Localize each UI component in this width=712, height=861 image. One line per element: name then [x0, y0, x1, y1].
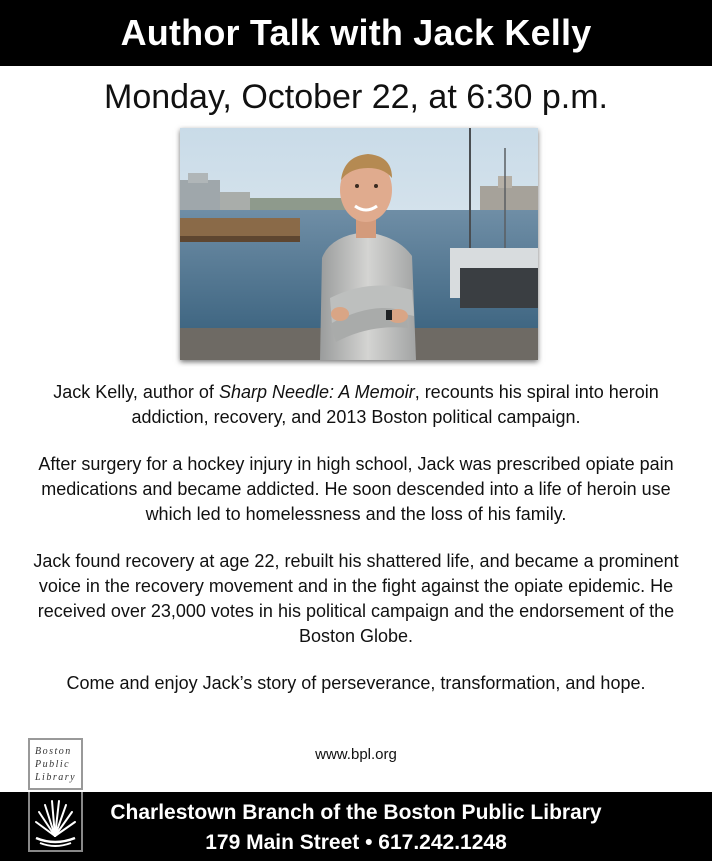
address-phone: 179 Main Street • 617.242.1248 [205, 831, 507, 854]
description-paragraph-1 [20, 380, 692, 430]
bpl-logo-wordmark [28, 738, 83, 790]
bpl-logo-emblem [28, 792, 83, 852]
description-p1-rest: , recounts his spiral into heroin addiction, recovery, and 2013 Boston political campaign. [131, 382, 659, 427]
title-banner [0, 0, 712, 66]
logo-line-3: Library [35, 771, 77, 783]
footer-banner [0, 792, 712, 861]
description-paragraph-2: After surgery for a hockey injury in high school, Jack was prescribed opiate pain medications and became addicted. He soon descended into a life of heroin use which led to homelessness and the loss of his family. [38, 454, 674, 524]
author-photo-illustration [180, 128, 538, 360]
description-paragraph-4: Come and enjoy Jack’s story of perseverance, transformation, and hope. [66, 673, 646, 693]
book-title: Sharp Needle: A Memoir [218, 382, 415, 402]
description-paragraph-3: Jack found recovery at age 22, rebuilt his shattered life, and became a prominent voice in the recovery movement and in the fight against the opiate epidemic. He received over 23,000 votes in his political campaign and the endorsement of the Boston Globe. [33, 551, 679, 646]
website-link[interactable]: www.bpl.org [315, 746, 397, 763]
fan-emblem-icon [30, 792, 81, 850]
branch-name: Charlestown Branch of the Boston Public Library [110, 801, 602, 824]
event-date-time: Monday, October 22, at 6:30 p.m. [104, 78, 608, 116]
author-photo [180, 128, 538, 360]
logo-line-2: Public [35, 758, 71, 770]
logo-line-1: Boston [35, 745, 72, 757]
event-description [20, 380, 692, 718]
bpl-logo [28, 738, 83, 852]
description-p1-intro: Jack Kelly, author of [53, 382, 219, 402]
event-title: Author Talk with Jack Kelly [120, 12, 592, 53]
